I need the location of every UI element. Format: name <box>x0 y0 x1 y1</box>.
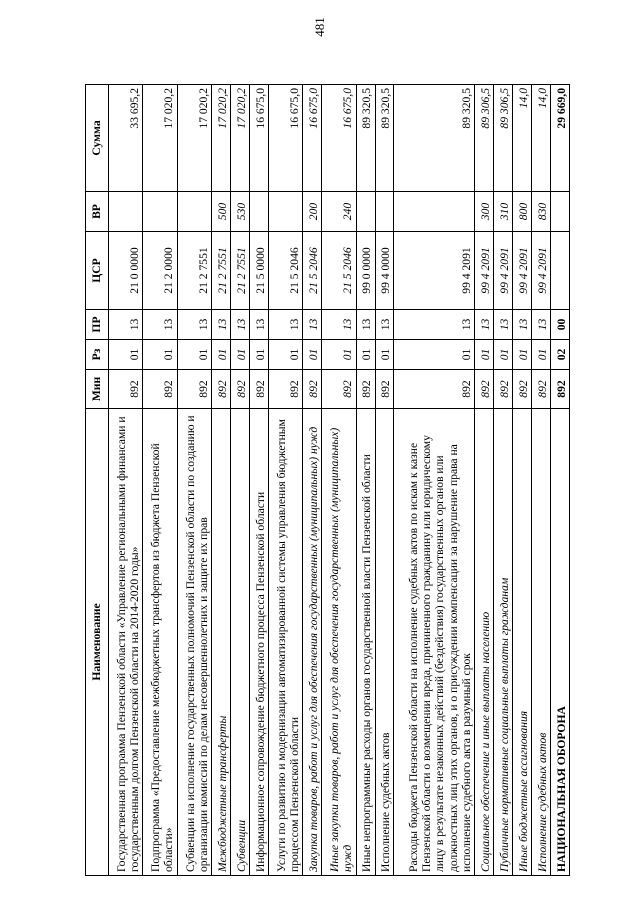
table-row <box>250 85 269 876</box>
cell-rz: 01 <box>303 340 322 370</box>
cell-min: 892 <box>532 370 551 409</box>
cell-name: Услуги по развитию и модернизации автоматизированной системы управления бюджетным процессом Пензенской области <box>268 409 302 876</box>
cell-rz: 01 <box>494 340 513 370</box>
cell-min: 892 <box>550 370 569 409</box>
cell-vr <box>268 192 302 232</box>
cell-csr: 21 5 0000 <box>250 232 269 310</box>
cell-sum: 16 675,0 <box>268 85 302 192</box>
table-row <box>356 85 375 876</box>
header-pr: ПР <box>86 310 109 340</box>
cell-name: Расходы бюджета Пензенской области на исполнение судебных актов по искам к казне Пензенской области о возмещении вреда, причиненного гражданину или юридическому лицу в результате незаконных действий (бездействия) государственных органов или должностных лиц этих органов, и о присуждении компенсации за нарушение права на исполнение судебного акта в разумный срок <box>394 409 475 876</box>
cell-vr: 530 <box>231 192 250 232</box>
page-number <box>300 8 340 46</box>
cell-sum: 29 669,0 <box>550 85 569 192</box>
cell-name: Иные закупки товаров, работ и услуг для обеспечения государственных (муниципальных) нужд <box>322 409 356 876</box>
rotated-table-wrapper <box>85 85 570 876</box>
table-row <box>375 85 394 876</box>
cell-vr <box>394 192 475 232</box>
cell-pr: 13 <box>177 310 211 340</box>
cell-name: Исполнение судебных актов <box>375 409 394 876</box>
cell-min: 892 <box>394 370 475 409</box>
cell-pr: 13 <box>356 310 375 340</box>
cell-csr: 99 0 0000 <box>356 232 375 310</box>
header-name: Наименование <box>86 409 109 876</box>
cell-sum: 89 306,5 <box>494 85 513 192</box>
cell-min: 892 <box>322 370 356 409</box>
cell-pr: 13 <box>532 310 551 340</box>
cell-sum: 33 695,2 <box>109 85 143 192</box>
cell-name: Закупка товаров, работ и услуг для обеспечения государственных (муниципальных) нужд <box>303 409 322 876</box>
cell-csr: 21 2 7551 <box>212 232 231 310</box>
cell-min: 892 <box>250 370 269 409</box>
cell-name: Межбюджетные трансферты <box>212 409 231 876</box>
cell-name: Информационное сопровождение бюджетного процесса Пензенской области <box>250 409 269 876</box>
cell-pr: 13 <box>268 310 302 340</box>
table-row <box>143 85 177 876</box>
header-min: Мин <box>86 370 109 409</box>
cell-csr: 21 0 0000 <box>109 232 143 310</box>
cell-rz: 01 <box>250 340 269 370</box>
cell-rz: 01 <box>322 340 356 370</box>
cell-sum: 17 020,2 <box>231 85 250 192</box>
cell-csr: 99 4 2091 <box>475 232 494 310</box>
table-row <box>550 85 569 876</box>
cell-min: 892 <box>475 370 494 409</box>
cell-rz: 02 <box>550 340 569 370</box>
cell-min: 892 <box>109 370 143 409</box>
header-csr: ЦСР <box>86 232 109 310</box>
cell-sum: 16 675,0 <box>322 85 356 192</box>
rotated-table-container <box>85 85 570 876</box>
cell-rz: 01 <box>394 340 475 370</box>
cell-pr: 13 <box>303 310 322 340</box>
cell-vr <box>250 192 269 232</box>
table-row <box>212 85 231 876</box>
cell-sum: 89 320,5 <box>356 85 375 192</box>
cell-name: Иные бюджетные ассигнования <box>513 409 532 876</box>
cell-vr: 310 <box>494 192 513 232</box>
cell-csr: 99 4 2091 <box>494 232 513 310</box>
cell-pr: 13 <box>109 310 143 340</box>
cell-vr <box>177 192 211 232</box>
cell-min: 892 <box>143 370 177 409</box>
cell-pr: 13 <box>513 310 532 340</box>
cell-csr: 99 4 2091 <box>513 232 532 310</box>
table-row <box>303 85 322 876</box>
cell-min: 892 <box>494 370 513 409</box>
cell-csr <box>550 232 569 310</box>
cell-name: НАЦИОНАЛЬНАЯ ОБОРОНА <box>550 409 569 876</box>
cell-name: Иные непрограммные расходы органов государственной власти Пензенской области <box>356 409 375 876</box>
cell-rz: 01 <box>475 340 494 370</box>
cell-sum: 89 320,5 <box>375 85 394 192</box>
cell-pr: 00 <box>550 310 569 340</box>
table-row <box>494 85 513 876</box>
table-row <box>513 85 532 876</box>
table-row <box>475 85 494 876</box>
cell-rz: 01 <box>177 340 211 370</box>
cell-sum: 16 675,0 <box>303 85 322 192</box>
cell-rz: 01 <box>109 340 143 370</box>
cell-sum: 89 320,5 <box>394 85 475 192</box>
cell-rz: 01 <box>212 340 231 370</box>
cell-pr: 13 <box>375 310 394 340</box>
cell-pr: 13 <box>212 310 231 340</box>
header-vr: ВР <box>86 192 109 232</box>
cell-sum: 17 020,2 <box>177 85 211 192</box>
cell-csr: 99 4 0000 <box>375 232 394 310</box>
budget-table <box>85 84 570 876</box>
cell-min: 892 <box>268 370 302 409</box>
cell-vr <box>550 192 569 232</box>
cell-name: Субвенции на исполнение государственных полномочий Пензенской области по созданию и организации комиссий по делам несовершеннолетних и защите их прав <box>177 409 211 876</box>
table-row <box>231 85 250 876</box>
cell-sum: 16 675,0 <box>250 85 269 192</box>
cell-pr: 13 <box>322 310 356 340</box>
cell-rz: 01 <box>513 340 532 370</box>
cell-vr: 300 <box>475 192 494 232</box>
cell-rz: 01 <box>268 340 302 370</box>
cell-name: Публичные нормативные социальные выплаты гражданам <box>494 409 513 876</box>
cell-vr <box>356 192 375 232</box>
cell-name: Подпрограмма «Предоставление межбюджетных трансфертов из бюджета Пензенской области» <box>143 409 177 876</box>
cell-min: 892 <box>212 370 231 409</box>
page-number-text: 481 <box>312 17 327 37</box>
cell-sum: 89 306,5 <box>475 85 494 192</box>
cell-rz: 01 <box>375 340 394 370</box>
cell-vr: 800 <box>513 192 532 232</box>
cell-sum: 14,0 <box>513 85 532 192</box>
cell-vr <box>143 192 177 232</box>
cell-vr: 830 <box>532 192 551 232</box>
cell-name: Государственная программа Пензенской области «Управление региональными финансами и государственным долгом Пензенской области на 2014-2020 годы» <box>109 409 143 876</box>
cell-min: 892 <box>177 370 211 409</box>
cell-name: Социальное обеспечение и иные выплаты населению <box>475 409 494 876</box>
cell-rz: 01 <box>231 340 250 370</box>
cell-rz: 01 <box>143 340 177 370</box>
table-row <box>322 85 356 876</box>
cell-csr: 21 2 7551 <box>231 232 250 310</box>
header-sum: Сумма <box>86 85 109 192</box>
cell-sum: 14,0 <box>532 85 551 192</box>
cell-pr: 13 <box>394 310 475 340</box>
cell-pr: 13 <box>143 310 177 340</box>
table-row <box>394 85 475 876</box>
cell-sum: 17 020,2 <box>143 85 177 192</box>
cell-csr: 21 2 0000 <box>143 232 177 310</box>
cell-vr: 500 <box>212 192 231 232</box>
table-row <box>532 85 551 876</box>
table-row <box>177 85 211 876</box>
cell-pr: 13 <box>250 310 269 340</box>
cell-rz: 01 <box>532 340 551 370</box>
cell-rz: 01 <box>356 340 375 370</box>
cell-csr: 21 5 2046 <box>303 232 322 310</box>
table-row <box>268 85 302 876</box>
cell-min: 892 <box>303 370 322 409</box>
cell-csr: 21 2 7551 <box>177 232 211 310</box>
cell-csr: 21 5 2046 <box>268 232 302 310</box>
cell-csr: 21 5 2046 <box>322 232 356 310</box>
cell-min: 892 <box>356 370 375 409</box>
cell-sum: 17 020,2 <box>212 85 231 192</box>
cell-min: 892 <box>513 370 532 409</box>
table-row <box>109 85 143 876</box>
cell-min: 892 <box>375 370 394 409</box>
cell-vr: 240 <box>322 192 356 232</box>
cell-min: 892 <box>231 370 250 409</box>
cell-pr: 13 <box>475 310 494 340</box>
table-header-row <box>86 85 109 876</box>
cell-vr <box>109 192 143 232</box>
cell-pr: 13 <box>231 310 250 340</box>
table-body <box>109 85 570 876</box>
cell-csr: 99 4 2091 <box>394 232 475 310</box>
cell-name: Субвенции <box>231 409 250 876</box>
cell-name: Исполнение судебных актов <box>532 409 551 876</box>
header-rz: Рз <box>86 340 109 370</box>
cell-pr: 13 <box>494 310 513 340</box>
cell-vr: 200 <box>303 192 322 232</box>
cell-csr: 99 4 2091 <box>532 232 551 310</box>
cell-vr <box>375 192 394 232</box>
